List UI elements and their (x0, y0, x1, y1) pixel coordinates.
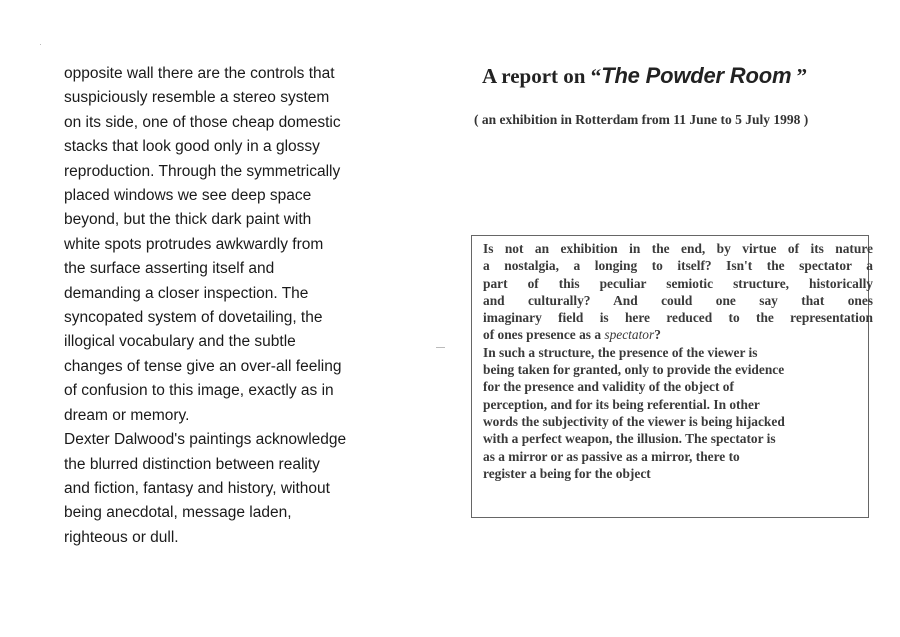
quote-line: as a mirror or as passive as a mirror, there to (483, 448, 740, 464)
text-line: placed windows we see deep space (64, 187, 312, 205)
quote-line: part of this peculiar semiotic structure, historically (483, 275, 873, 291)
heading-suffix: ” (791, 64, 808, 88)
text-line: righteous or dull. (64, 528, 179, 546)
scan-speck (436, 347, 445, 348)
report-subheading: ( an exhibition in Rotterdam from 11 June to 5 July 1998 ) (474, 112, 809, 127)
text-line: the blurred distinction between reality (64, 455, 320, 473)
quote-line: register a being for the object (483, 465, 651, 481)
left-column-text (64, 62, 394, 550)
text-line: dream or memory. (64, 406, 190, 424)
text-line: suspiciously resemble a stereo system (64, 89, 330, 107)
scan-speck (40, 44, 41, 45)
quote-line (483, 326, 873, 343)
text-line: being anecdotal, message laden, (64, 504, 292, 522)
text-line: opposite wall there are the controls that (64, 65, 335, 82)
quote-line-emphasis: spectator (604, 327, 655, 343)
text-line: reproduction. Through the symmetrically (64, 162, 341, 180)
quote-line: imaginary field is here reduced to the representation (483, 310, 873, 326)
quote-line-prefix: of ones presence as a (483, 327, 605, 343)
quote-line: In such a structure, the presence of the viewer is (483, 344, 758, 360)
text-line: illogical vocabulary and the subtle (64, 333, 296, 351)
text-line: on its side, one of those cheap domestic (64, 113, 341, 131)
quote-line: for the presence and validity of the object of (483, 379, 734, 395)
quote-line-suffix: ? (654, 327, 661, 343)
text-line: of confusion to this image, exactly as in (64, 382, 334, 400)
quote-line: words the subjectivity of the viewer is being hijacked (483, 413, 785, 429)
quote-line: and culturally? And could one say that ones (483, 292, 873, 308)
text-line: beyond, but the thick dark paint with (64, 211, 312, 229)
text-line: changes of tense give an over-all feeling (64, 357, 342, 375)
text-line: Dexter Dalwood's paintings acknowledge (64, 431, 347, 449)
text-line: stacks that look good only in a glossy (64, 138, 320, 156)
boxed-quote (483, 240, 873, 482)
heading-prefix: A report on “ (482, 64, 602, 88)
heading-title: The Powder Room (601, 63, 792, 88)
quote-line: a nostalgia, a longing to itself? Isn't the spectator a (483, 258, 873, 274)
quote-line: with a perfect weapon, the illusion. The spectator is (483, 431, 776, 447)
text-line: white spots protrudes awkwardly from (64, 235, 324, 253)
text-line: the surface asserting itself and (64, 260, 275, 278)
quote-line: Is not an exhibition in the end, by virtue of its nature (483, 241, 873, 256)
report-heading (482, 63, 882, 89)
quote-line: being taken for granted, only to provide the evidence (483, 362, 785, 378)
quote-line: perception, and for its being referential. In other (483, 396, 760, 412)
text-line: syncopated system of dovetailing, the (64, 309, 323, 327)
text-line: and fiction, fantasy and history, without (64, 479, 330, 497)
text-line: demanding a closer inspection. The (64, 284, 309, 302)
